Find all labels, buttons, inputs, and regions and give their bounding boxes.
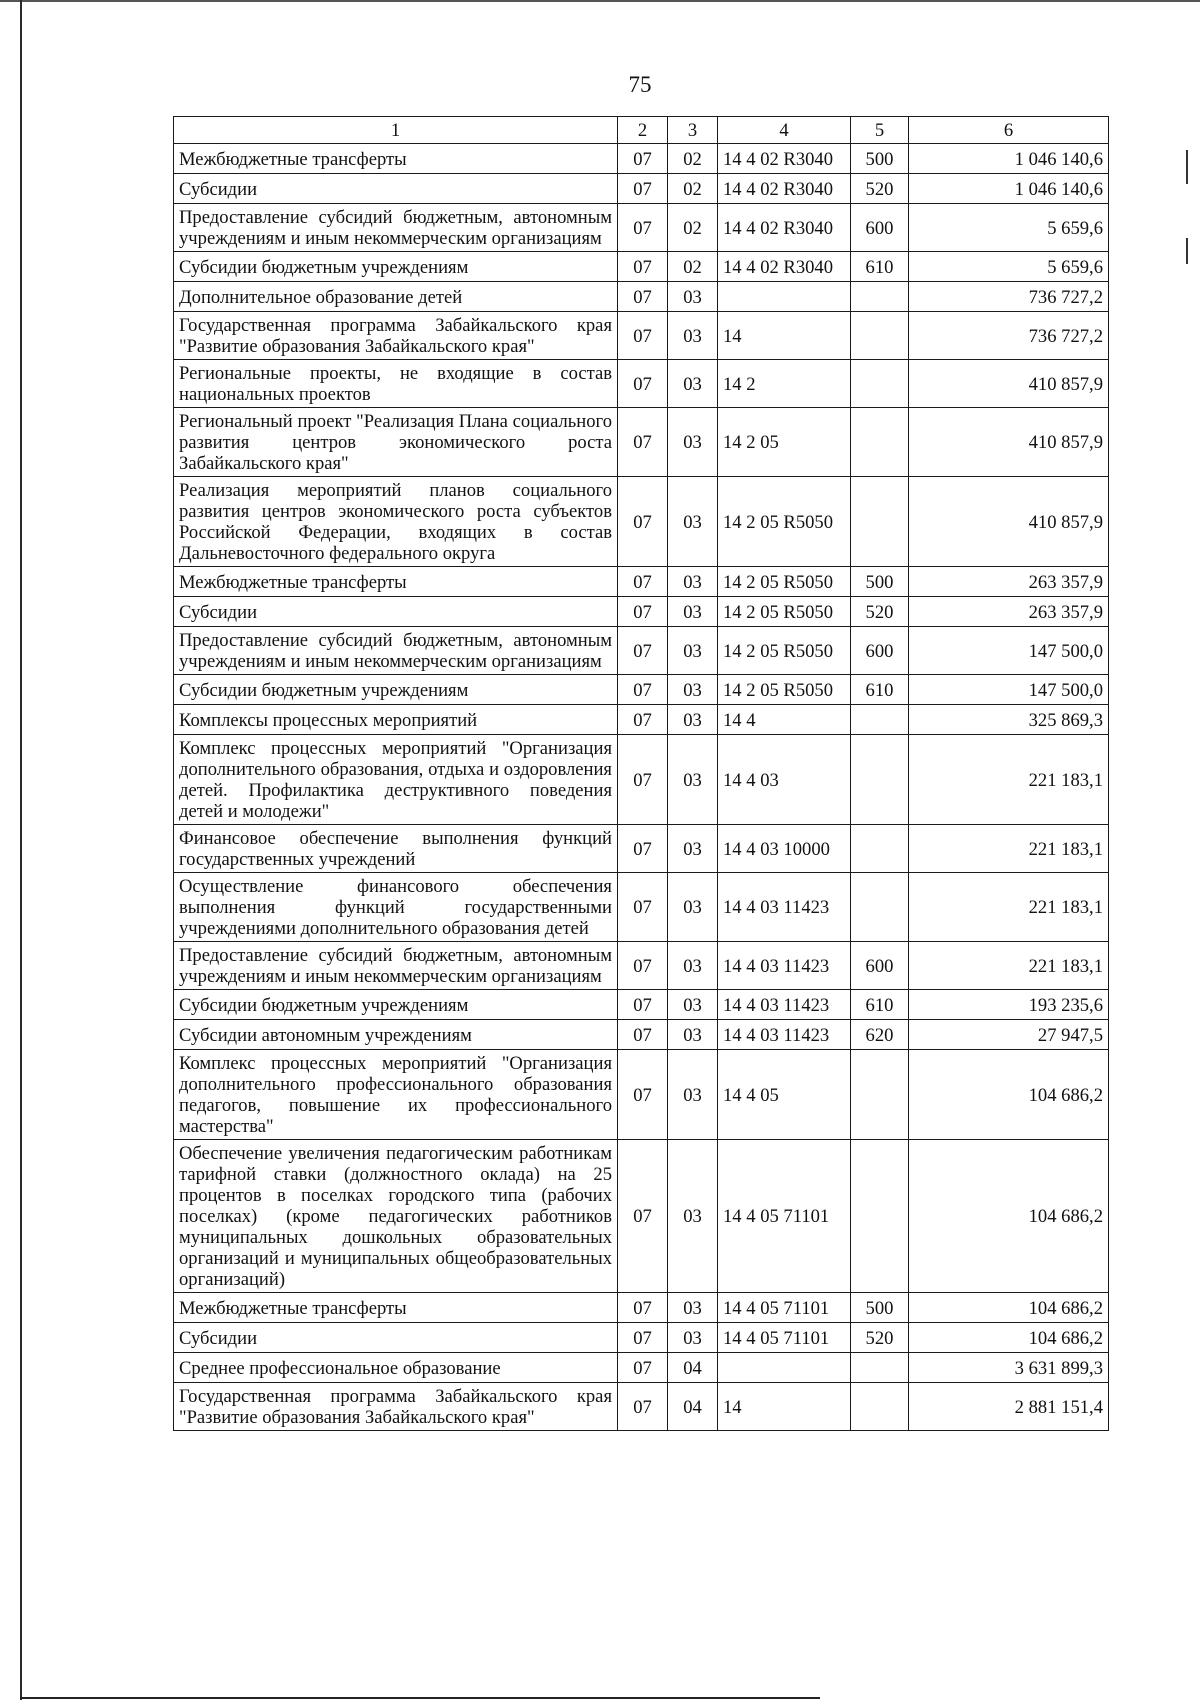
table-body [174, 144, 1109, 1431]
row-amount-cell: 410 857,9 [909, 360, 1109, 408]
row-name-cell: Государственная программа Забайкальского края "Развитие образования Забайкальского края" [174, 312, 618, 360]
row-name-cell: Субсидии [174, 597, 618, 627]
row-section-cell: 07 [618, 1140, 668, 1293]
row-section-cell: 07 [618, 942, 668, 990]
table-row [174, 204, 1109, 252]
row-subsection-cell: 03 [668, 675, 718, 705]
scan-edge-top [0, 0, 1200, 2]
row-subsection-cell: 03 [668, 1050, 718, 1140]
table-row [174, 312, 1109, 360]
row-amount-cell: 221 183,1 [909, 825, 1109, 873]
table-row [174, 1293, 1109, 1323]
row-amount-cell: 410 857,9 [909, 408, 1109, 477]
row-section-cell: 07 [618, 204, 668, 252]
row-expense-type-cell [851, 312, 909, 360]
row-expense-type-cell: 600 [851, 942, 909, 990]
row-section-cell: 07 [618, 1353, 668, 1383]
row-target-article-cell: 14 2 05 R5050 [718, 675, 851, 705]
row-name-cell: Комплексы процессных мероприятий [174, 705, 618, 735]
row-section-cell: 07 [618, 627, 668, 675]
table-row [174, 1020, 1109, 1050]
row-expense-type-cell: 610 [851, 990, 909, 1020]
row-name-cell: Комплекс процессных мероприятий "Организация дополнительного профессионального образования педагогов, повышение их профессионального мастерства" [174, 1050, 618, 1140]
row-subsection-cell: 03 [668, 282, 718, 312]
row-section-cell: 07 [618, 873, 668, 942]
row-target-article-cell: 14 4 [718, 705, 851, 735]
row-expense-type-cell [851, 705, 909, 735]
row-subsection-cell: 03 [668, 990, 718, 1020]
row-name-cell: Межбюджетные трансферты [174, 1293, 618, 1323]
row-subsection-cell: 03 [668, 477, 718, 567]
table-row [174, 1383, 1109, 1431]
row-expense-type-cell: 620 [851, 1020, 909, 1050]
row-section-cell: 07 [618, 408, 668, 477]
row-name-cell: Предоставление субсидий бюджетным, автономным учреждениям и иным некоммерческим организациям [174, 627, 618, 675]
scan-edge-mark [1186, 150, 1188, 184]
row-name-cell: Дополнительное образование детей [174, 282, 618, 312]
row-expense-type-cell [851, 360, 909, 408]
table-row [174, 1050, 1109, 1140]
row-amount-cell: 221 183,1 [909, 873, 1109, 942]
row-amount-cell: 5 659,6 [909, 204, 1109, 252]
table-row [174, 282, 1109, 312]
row-name-cell: Региональные проекты, не входящие в состав национальных проектов [174, 360, 618, 408]
row-subsection-cell: 03 [668, 1323, 718, 1353]
row-target-article-cell: 14 2 [718, 360, 851, 408]
row-expense-type-cell [851, 408, 909, 477]
row-name-cell: Субсидии бюджетным учреждениям [174, 675, 618, 705]
row-subsection-cell: 03 [668, 705, 718, 735]
row-target-article-cell: 14 [718, 312, 851, 360]
row-section-cell: 07 [618, 567, 668, 597]
row-amount-cell: 147 500,0 [909, 627, 1109, 675]
row-expense-type-cell: 500 [851, 567, 909, 597]
row-name-cell: Субсидии автономным учреждениям [174, 1020, 618, 1050]
row-section-cell: 07 [618, 675, 668, 705]
table-row [174, 1323, 1109, 1353]
row-subsection-cell: 03 [668, 1140, 718, 1293]
row-name-cell: Региональный проект "Реализация Плана социального развития центров экономического роста Забайкальского края" [174, 408, 618, 477]
row-amount-cell: 736 727,2 [909, 282, 1109, 312]
row-subsection-cell: 03 [668, 1293, 718, 1323]
row-name-cell: Субсидии бюджетным учреждениям [174, 252, 618, 282]
row-amount-cell: 104 686,2 [909, 1050, 1109, 1140]
scan-edge-mark [1186, 238, 1188, 264]
row-target-article-cell: 14 4 03 11423 [718, 873, 851, 942]
row-amount-cell: 104 686,2 [909, 1140, 1109, 1293]
row-subsection-cell: 03 [668, 567, 718, 597]
row-expense-type-cell: 500 [851, 1293, 909, 1323]
row-expense-type-cell: 520 [851, 1323, 909, 1353]
row-section-cell: 07 [618, 597, 668, 627]
row-target-article-cell: 14 [718, 1383, 851, 1431]
row-expense-type-cell: 600 [851, 204, 909, 252]
row-expense-type-cell [851, 1140, 909, 1293]
row-expense-type-cell [851, 1383, 909, 1431]
row-section-cell: 07 [618, 252, 668, 282]
row-expense-type-cell [851, 1353, 909, 1383]
row-section-cell: 07 [618, 705, 668, 735]
row-target-article-cell: 14 4 02 R3040 [718, 204, 851, 252]
row-section-cell: 07 [618, 735, 668, 825]
row-subsection-cell: 03 [668, 873, 718, 942]
row-target-article-cell [718, 1353, 851, 1383]
page-number: 75 [628, 72, 652, 97]
table-row [174, 873, 1109, 942]
row-amount-cell: 1 046 140,6 [909, 174, 1109, 204]
table-row [174, 477, 1109, 567]
row-name-cell: Среднее профессиональное образование [174, 1353, 618, 1383]
row-target-article-cell: 14 4 05 71101 [718, 1323, 851, 1353]
row-expense-type-cell [851, 1050, 909, 1140]
row-subsection-cell: 04 [668, 1353, 718, 1383]
row-section-cell: 07 [618, 1050, 668, 1140]
row-target-article-cell: 14 4 03 [718, 735, 851, 825]
row-target-article-cell: 14 4 05 71101 [718, 1293, 851, 1323]
row-amount-cell: 736 727,2 [909, 312, 1109, 360]
row-expense-type-cell [851, 825, 909, 873]
row-name-cell: Предоставление субсидий бюджетным, автономным учреждениям и иным некоммерческим организациям [174, 204, 618, 252]
column-header: 1 [174, 117, 618, 144]
row-target-article-cell: 14 2 05 R5050 [718, 567, 851, 597]
row-subsection-cell: 03 [668, 942, 718, 990]
column-header: 5 [851, 117, 909, 144]
table-row [174, 408, 1109, 477]
row-name-cell: Реализация мероприятий планов социального развития центров экономического роста субъектов Российской Федерации, входящих в состав Дальневосточного федерального округа [174, 477, 618, 567]
row-section-cell: 07 [618, 1293, 668, 1323]
row-section-cell: 07 [618, 312, 668, 360]
column-header: 2 [618, 117, 668, 144]
row-amount-cell: 410 857,9 [909, 477, 1109, 567]
table-row [174, 675, 1109, 705]
row-subsection-cell: 02 [668, 204, 718, 252]
table-row [174, 174, 1109, 204]
row-expense-type-cell: 600 [851, 627, 909, 675]
row-name-cell: Финансовое обеспечение выполнения функций государственных учреждений [174, 825, 618, 873]
column-header: 6 [909, 117, 1109, 144]
row-name-cell: Государственная программа Забайкальского края "Развитие образования Забайкальского края" [174, 1383, 618, 1431]
row-expense-type-cell [851, 282, 909, 312]
row-subsection-cell: 02 [668, 144, 718, 174]
row-section-cell: 07 [618, 144, 668, 174]
row-section-cell: 07 [618, 360, 668, 408]
row-target-article-cell: 14 2 05 [718, 408, 851, 477]
row-expense-type-cell: 610 [851, 675, 909, 705]
table-row [174, 597, 1109, 627]
row-amount-cell: 3 631 899,3 [909, 1353, 1109, 1383]
row-amount-cell: 221 183,1 [909, 942, 1109, 990]
row-target-article-cell: 14 4 02 R3040 [718, 144, 851, 174]
scan-edge-left [20, 0, 22, 1700]
table-row [174, 252, 1109, 282]
row-expense-type-cell [851, 873, 909, 942]
row-target-article-cell: 14 4 05 [718, 1050, 851, 1140]
table-row [174, 567, 1109, 597]
row-section-cell: 07 [618, 174, 668, 204]
row-section-cell: 07 [618, 1383, 668, 1431]
row-amount-cell: 263 357,9 [909, 567, 1109, 597]
row-target-article-cell: 14 4 03 11423 [718, 990, 851, 1020]
row-name-cell: Обеспечение увеличения педагогическим работникам тарифной ставки (должностного оклада) на 25 процентов в поселках городского типа (рабочих поселках) (кроме педагогических работников муниципальных дошкольных образовательных организаций и муниципальных общеобразовательных организаций) [174, 1140, 618, 1293]
table-row [174, 825, 1109, 873]
row-subsection-cell: 03 [668, 735, 718, 825]
table-row [174, 627, 1109, 675]
table-row [174, 705, 1109, 735]
row-expense-type-cell: 610 [851, 252, 909, 282]
row-expense-type-cell: 520 [851, 174, 909, 204]
row-expense-type-cell [851, 735, 909, 825]
column-header: 3 [668, 117, 718, 144]
row-amount-cell: 193 235,6 [909, 990, 1109, 1020]
table-row [174, 735, 1109, 825]
row-section-cell: 07 [618, 825, 668, 873]
row-name-cell: Субсидии бюджетным учреждениям [174, 990, 618, 1020]
row-subsection-cell: 03 [668, 597, 718, 627]
row-subsection-cell: 03 [668, 312, 718, 360]
table-row [174, 1140, 1109, 1293]
table-row [174, 1353, 1109, 1383]
row-target-article-cell: 14 4 02 R3040 [718, 252, 851, 282]
row-target-article-cell: 14 2 05 R5050 [718, 627, 851, 675]
row-amount-cell: 1 046 140,6 [909, 144, 1109, 174]
row-subsection-cell: 02 [668, 252, 718, 282]
row-target-article-cell [718, 282, 851, 312]
table-row [174, 990, 1109, 1020]
row-name-cell: Предоставление субсидий бюджетным, автономным учреждениям и иным некоммерческим организациям [174, 942, 618, 990]
row-section-cell: 07 [618, 990, 668, 1020]
row-name-cell: Субсидии [174, 1323, 618, 1353]
row-subsection-cell: 03 [668, 408, 718, 477]
row-subsection-cell: 03 [668, 1020, 718, 1050]
row-subsection-cell: 03 [668, 825, 718, 873]
row-amount-cell: 2 881 151,4 [909, 1383, 1109, 1431]
row-target-article-cell: 14 2 05 R5050 [718, 597, 851, 627]
row-subsection-cell: 04 [668, 1383, 718, 1431]
row-amount-cell: 5 659,6 [909, 252, 1109, 282]
row-target-article-cell: 14 4 03 11423 [718, 1020, 851, 1050]
row-subsection-cell: 02 [668, 174, 718, 204]
row-amount-cell: 27 947,5 [909, 1020, 1109, 1050]
row-amount-cell: 325 869,3 [909, 705, 1109, 735]
row-expense-type-cell [851, 477, 909, 567]
row-subsection-cell: 03 [668, 627, 718, 675]
table-row [174, 360, 1109, 408]
row-name-cell: Межбюджетные трансферты [174, 144, 618, 174]
row-amount-cell: 104 686,2 [909, 1323, 1109, 1353]
header-row [174, 117, 1109, 144]
row-amount-cell: 221 183,1 [909, 735, 1109, 825]
row-name-cell: Осуществление финансового обеспечения выполнения функций государственными учреждениями дополнительного образования детей [174, 873, 618, 942]
scan-edge-bottom [20, 1697, 820, 1699]
row-section-cell: 07 [618, 477, 668, 567]
row-section-cell: 07 [618, 282, 668, 312]
row-expense-type-cell: 520 [851, 597, 909, 627]
row-target-article-cell: 14 4 03 11423 [718, 942, 851, 990]
row-name-cell: Субсидии [174, 174, 618, 204]
row-target-article-cell: 14 4 03 10000 [718, 825, 851, 873]
row-amount-cell: 263 357,9 [909, 597, 1109, 627]
row-section-cell: 07 [618, 1020, 668, 1050]
row-name-cell: Комплекс процессных мероприятий "Организация дополнительного образования, отдыха и оздоровления детей. Профилактика деструктивного поведения детей и молодежи" [174, 735, 618, 825]
row-amount-cell: 147 500,0 [909, 675, 1109, 705]
row-target-article-cell: 14 4 05 71101 [718, 1140, 851, 1293]
row-expense-type-cell: 500 [851, 144, 909, 174]
row-amount-cell: 104 686,2 [909, 1293, 1109, 1323]
table-row [174, 942, 1109, 990]
row-target-article-cell: 14 2 05 R5050 [718, 477, 851, 567]
row-subsection-cell: 03 [668, 360, 718, 408]
column-header: 4 [718, 117, 851, 144]
table-row [174, 144, 1109, 174]
row-target-article-cell: 14 4 02 R3040 [718, 174, 851, 204]
budget-table [173, 116, 1109, 1431]
row-section-cell: 07 [618, 1323, 668, 1353]
row-name-cell: Межбюджетные трансферты [174, 567, 618, 597]
